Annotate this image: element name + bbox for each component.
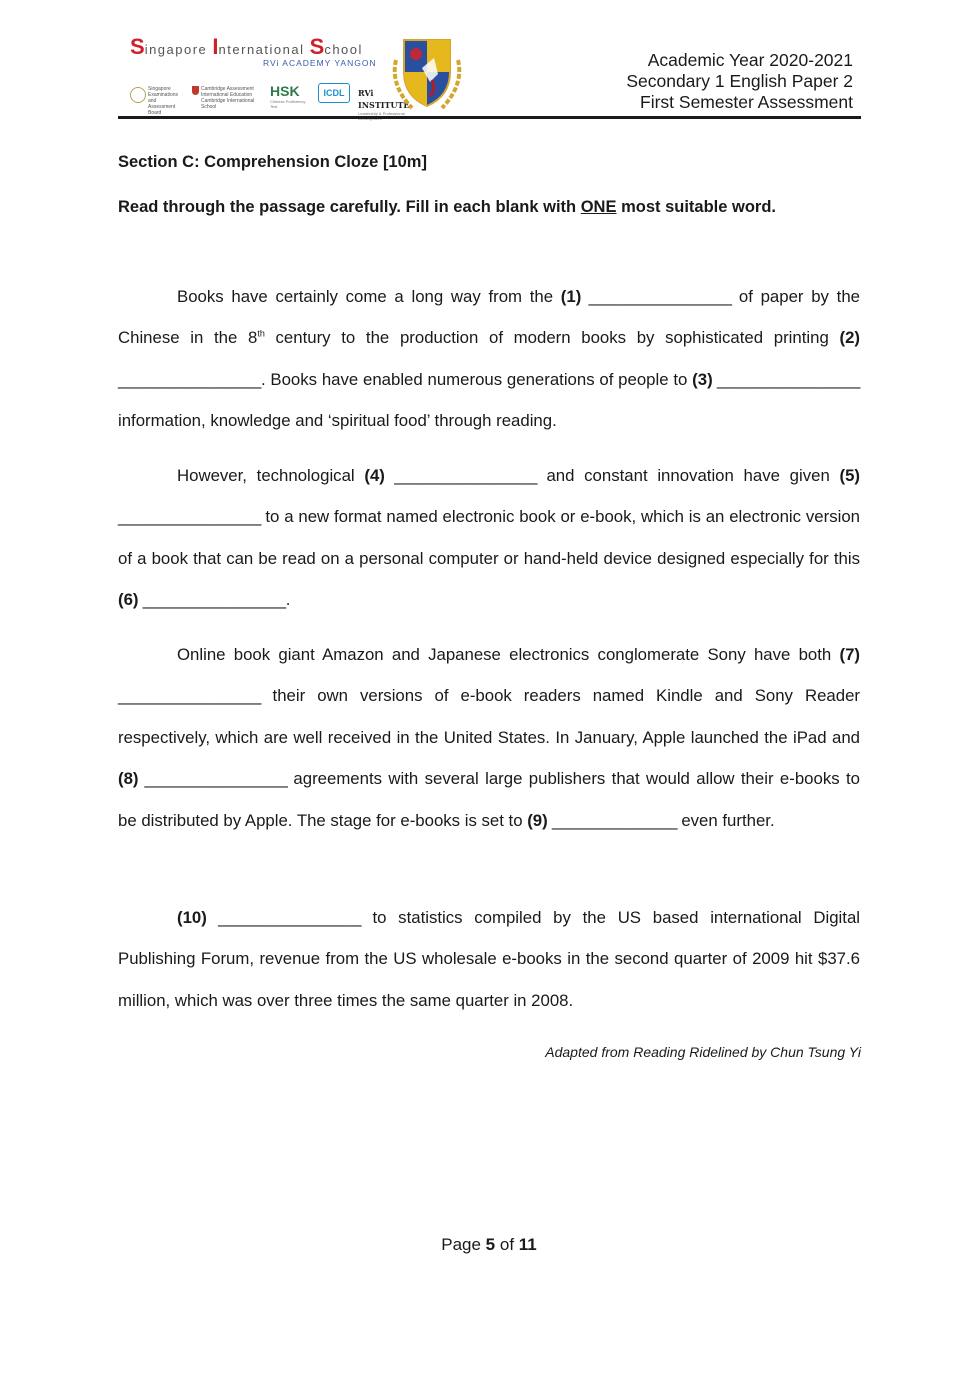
blank-7: ________________: [118, 686, 273, 706]
passage-paragraph-3: Online book giant Amazon and Japanese electronics conglomerate Sony have both (7) ________________ their own versions of e-book readers named Kindle and Sony Reader respectively, which are well received in the United States. In January, Apple launched the iPad and (8) ________________ agreements with several large publishers that would allow their e-books to be distributed by Apple. The stage for e-books is set to (9) ______________ even further.: [118, 645, 860, 830]
accreditation-logos: [130, 83, 410, 116]
passage-paragraph-4: (10) ________________ to statistics compiled by the US based international Digital Publishing Forum, revenue from the US wholesale e-books in the second quarter of 2009 hit $37.6 million, which was over three times the same quarter in 2008.: [118, 908, 861, 1010]
blank-4: ________________: [384, 466, 547, 485]
cambridge-shield-icon: [192, 86, 199, 95]
blank-number-2: (2): [839, 328, 860, 348]
passage-paragraph-2: However, technological (4) ________________ and constant innovation have given (5) ________________ to a new format named electronic book or e-book, which is an electronic version of a book that can be read on a personal computer or hand-held device designed especially for this (6) ________________.: [118, 466, 861, 610]
blank-number-1: (1): [560, 287, 582, 306]
rvi-institute-logo: RVi INSTITUTE Leadership & Professional: [358, 88, 410, 116]
blank-8: ________________: [138, 769, 294, 789]
academic-year: Academic Year 2020-2021: [647, 50, 853, 70]
blank-number-5: (5): [839, 466, 861, 485]
hsk-logo: HSK Chinese Proficiency Test: [270, 83, 306, 109]
blank-number-8: (8): [118, 769, 139, 789]
section-title: Section C: Comprehension Cloze [10m]: [118, 153, 427, 171]
blank-10: ________________: [206, 908, 373, 927]
header-divider: [118, 116, 861, 119]
blank-6: ________________: [138, 590, 286, 610]
assessment-name: First Semester Assessment: [640, 92, 853, 112]
blank-3: ________________: [712, 369, 860, 389]
blank-number-6: (6): [118, 590, 139, 610]
school-name: Singapore International School: [130, 34, 363, 59]
blank-9: ______________: [547, 810, 682, 830]
blank-number-10: (10): [177, 908, 207, 927]
page-header: [118, 28, 861, 116]
seab-emblem-icon: [130, 87, 146, 103]
blank-number-7: (7): [839, 645, 860, 664]
instruction: Read through the passage carefully. Fill in each blank with ONE most suitable word.: [118, 198, 777, 216]
cambridge-logo: Cambridge Assessment International Education Cambridge International School: [192, 83, 254, 107]
blank-number-9: (9): [527, 810, 548, 830]
blank-number-3: (3): [692, 369, 713, 389]
assessment-info: [626, 50, 853, 113]
blank-number-4: (4): [364, 466, 385, 485]
blank-2: ________________: [118, 369, 261, 389]
paper-name: Secondary 1 English Paper 2: [626, 71, 853, 91]
source-credit: Adapted from Reading Ridelined by Chun Tsung Yi: [545, 1044, 861, 1060]
passage-paragraph-1: Books have certainly come a long way from the (1) ________________ of paper by the Chinese in the 8th century to the production of modern books by sophisticated printing (2) ________________. Books have enabled numerous generations of people to (3) ________________ information, knowledge and ‘spiritual food’ through reading.: [118, 287, 860, 431]
page-number: Page 5 of 11: [441, 1235, 537, 1254]
blank-5: ________________: [118, 507, 266, 527]
icdl-logo: ICDL: [318, 83, 350, 103]
seab-logo: Singapore Examinations and Assessment Board: [130, 83, 182, 107]
academy-name: RVi ACADEMY YANGON: [263, 58, 377, 68]
school-crest-icon: [386, 30, 468, 114]
blank-1: ________________: [581, 287, 739, 306]
